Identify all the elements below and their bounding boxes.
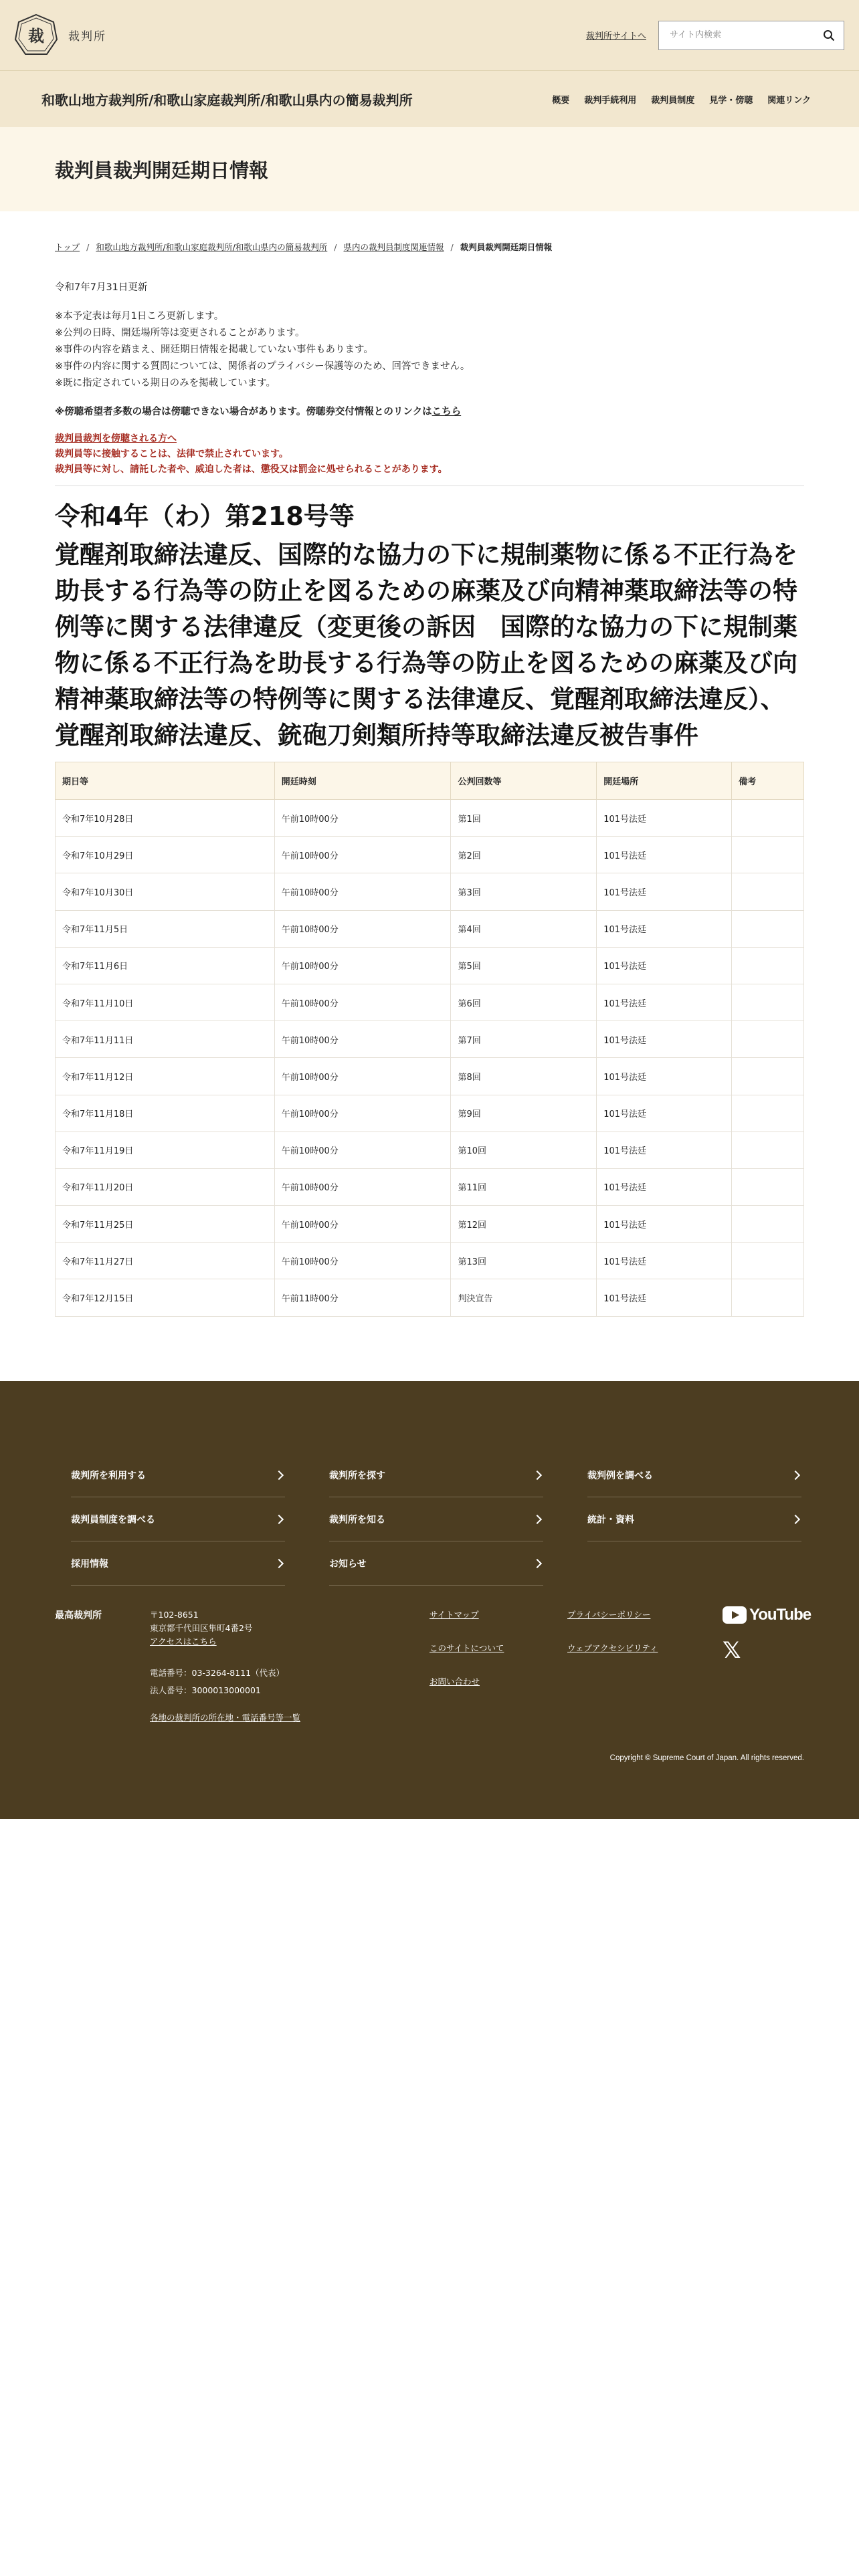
footer-address [150,1608,252,1648]
table-cell: 午前10時00分 [274,1132,451,1168]
note-line: ※公判の日時、開廷場所等は変更されることがあります。 [55,328,305,338]
table-cell: 第13回 [451,1243,597,1279]
table-row [56,1243,804,1279]
table-cell: 午前10時00分 [274,910,451,947]
table-cell: 101号法廷 [597,1243,732,1279]
warning-line: 裁判員等に対し、請託した者や、威迫した者は、懲役又は罰金に処せられることがあります。 [55,464,448,475]
table-cell: 令和7年11月27日 [56,1243,275,1279]
column-header: 開廷場所 [597,762,732,800]
court-name-link[interactable]: 和歌山地方裁判所/和歌山家庭裁判所/和歌山県内の簡易裁判所 [41,92,413,108]
table-cell: 午前10時00分 [274,873,451,910]
sitemap-link[interactable]: サイトマップ [430,1610,479,1620]
table-cell: 101号法廷 [597,837,732,873]
warning-link[interactable]: 裁判員裁判を傍聴される方へ [55,433,177,444]
table-row [56,873,804,910]
table-cell: 101号法廷 [597,1095,732,1132]
copyright: Copyright © Supreme Court of Japan. All rights reserved. [609,1754,804,1762]
breadcrumb-lay-judge[interactable]: 県内の裁判員制度関連情報 [343,242,444,252]
footer-nav-lay-judge[interactable] [71,1497,285,1541]
notes [55,308,804,392]
page-title: 裁判員裁判開廷期日情報 [55,158,269,182]
footer-nav-label: 裁判例を調べる [587,1470,653,1481]
table-cell: 令和7年11月18日 [56,1095,275,1132]
search-button[interactable] [814,21,844,49]
table-cell [732,1279,804,1316]
table-cell: 午前11時00分 [274,1279,451,1316]
court-bar [0,71,859,127]
search-box [658,21,844,50]
note-line: ※事件の内容に関する質問については、関係者のプライバシー保護等のため、回答できません。 [55,361,470,372]
table-row [56,1132,804,1168]
table-row [56,800,804,837]
footer-nav-label: 裁判所を利用する [71,1470,146,1481]
footer-nav-label: 採用情報 [71,1558,108,1570]
table-cell: 午前10時00分 [274,1021,451,1058]
nav-procedures[interactable]: 裁判手続利用 [584,95,637,106]
court-list-link[interactable]: 各地の裁判所の所在地・電話番号等一覧 [150,1713,301,1723]
table-cell: 第8回 [451,1058,597,1095]
breadcrumb [0,211,859,253]
table-cell: 令和7年11月12日 [56,1058,275,1095]
table-cell [732,910,804,947]
note-line: ※本予定表は毎月1日ころ更新します。 [55,311,224,322]
table-cell: 101号法廷 [597,1058,732,1095]
table-cell: 午前10時00分 [274,837,451,873]
table-row [56,947,804,984]
table-cell: 101号法廷 [597,947,732,984]
chevron-right-icon [791,1470,800,1479]
table-cell [732,947,804,984]
table-cell: 令和7年12月15日 [56,1279,275,1316]
breadcrumb-current: 裁判員裁判開廷期日情報 [460,242,553,252]
table-cell: 令和7年10月30日 [56,873,275,910]
table-cell: 令和7年11月19日 [56,1132,275,1168]
nav-links[interactable]: 関連リンク [767,95,811,106]
footer-nav-news[interactable] [329,1541,543,1586]
chevron-right-icon [533,1514,542,1523]
breadcrumb-separator: / [450,241,454,252]
table-row [56,910,804,947]
table-cell: 令和7年11月10日 [56,984,275,1021]
table-cell: 第1回 [451,800,597,837]
footer-nav-label: お知らせ [329,1558,367,1570]
logo-text: 裁判所 [68,30,106,43]
table-cell [732,1168,804,1205]
table-row [56,1095,804,1132]
accessibility-link[interactable]: ウェブアクセシビリティ [567,1643,658,1653]
footer-phone [150,1665,284,1699]
table-row [56,1279,804,1316]
youtube-icon [723,1606,747,1624]
breadcrumb-court[interactable]: 和歌山地方裁判所/和歌山家庭裁判所/和歌山県内の簡易裁判所 [96,242,328,252]
footer-nav-label: 裁判員制度を調べる [71,1514,155,1525]
table-cell [732,1132,804,1168]
footer-nav-recruit[interactable] [71,1541,285,1586]
postal-code: 〒102-8651 [150,1610,199,1620]
footer-nav-label: 裁判所を知る [329,1514,385,1525]
breadcrumb-separator: / [334,241,337,252]
table-cell: 令和7年11月25日 [56,1206,275,1243]
footer-social [723,1606,811,1662]
footer-nav-about[interactable] [329,1497,543,1541]
table-cell [732,1206,804,1243]
footer-nav-label: 裁判所を探す [329,1470,385,1481]
youtube-link[interactable] [723,1606,811,1624]
table-cell: 令和7年11月11日 [56,1021,275,1058]
breadcrumb-separator: / [86,241,90,252]
column-header: 期日等 [56,762,275,800]
case-number: 令和4年（わ）第218号等 [55,502,355,531]
nav-overview[interactable]: 概要 [552,95,570,106]
nav-tour[interactable]: 見学・傍聴 [709,95,753,106]
table-cell [732,873,804,910]
svg-text:裁: 裁 [28,25,44,45]
table-cell: 判決宣告 [451,1279,597,1316]
table-cell [732,984,804,1021]
footer-nav-statistics[interactable] [587,1497,801,1541]
ticket-notice [55,404,804,418]
address: 東京都千代田区隼町4番2号 [150,1623,253,1633]
case-title: 覚醒剤取締法違反、国際的な協力の下に規制薬物に係る不正行為を助長する行為等の防止を図るための麻薬及び向精神薬取締法等の特例等に関する法律違反（変更後の訴因 国際的な協力の下に規制薬物に係る不正行為を助長する行為等の防止を図るための麻薬及び向精神薬取締法等の特例等に関する法律違反、覚醒剤取締法違反）、覚醒剤取締法違反、銃砲刀剣類所持等取締法違反被告事件 [55,540,797,750]
note-line: ※事件の内容を踏まえ、開廷期日情報を掲載していない事件もあります。 [55,344,373,355]
chevron-right-icon [274,1470,284,1479]
updated-date: 令和7年7月31日更新 [55,282,148,293]
table-cell: 令和7年11月6日 [56,947,275,984]
table-cell: 第5回 [451,947,597,984]
table-cell: 101号法廷 [597,1279,732,1316]
table-cell: 101号法廷 [597,1021,732,1058]
main-content [0,280,859,1317]
contact-link[interactable]: お問い合わせ [430,1677,480,1687]
table-row [56,1021,804,1058]
table-row [56,984,804,1021]
table-cell: 午前10時00分 [274,800,451,837]
footer-links-col1 [430,1608,504,1709]
chevron-right-icon [533,1558,542,1568]
note-line: ※既に指定されている期日のみを掲載しています。 [55,378,276,389]
table-cell: 第12回 [451,1206,597,1243]
table-cell: 第3回 [451,873,597,910]
footer-links-col2 [567,1608,658,1675]
search-icon [823,29,835,41]
privacy-link[interactable]: プライバシーポリシー [567,1610,651,1620]
footer-nav [71,1453,801,1586]
table-cell [732,837,804,873]
table-cell: 午前10時00分 [274,1095,451,1132]
table-cell: 101号法廷 [597,873,732,910]
chevron-right-icon [791,1514,800,1523]
breadcrumb-top[interactable]: トップ [55,242,80,252]
table-cell: 午前10時00分 [274,984,451,1021]
table-cell: 午前10時00分 [274,1206,451,1243]
table-cell: 令和7年10月29日 [56,837,275,873]
table-cell: 午前10時00分 [274,947,451,984]
table-header-row [56,762,804,800]
table-row [56,1168,804,1205]
table-cell: 第11回 [451,1168,597,1205]
top-header [0,0,859,71]
table-cell: 第4回 [451,910,597,947]
table-cell: 第2回 [451,837,597,873]
table-cell: 101号法廷 [597,800,732,837]
main-nav [552,93,811,106]
search-input[interactable] [659,21,814,49]
ticket-notice-text: ※傍聴希望者多数の場合は傍聴できない場合があります。傍聴券交付情報とのリンクは [55,407,432,417]
footer-nav-use-court[interactable] [71,1453,285,1497]
table-cell [732,1243,804,1279]
youtube-label: YouTube [749,1606,812,1624]
column-header: 公判回数等 [451,762,597,800]
footer-nav-label: 統計・資料 [587,1514,634,1525]
footer-nav-find-court[interactable] [329,1453,543,1497]
column-header: 開廷時刻 [274,762,451,800]
warning-line: 裁判員等に接触することは、法律で禁止されています。 [55,449,288,459]
table-cell: 第6回 [451,984,597,1021]
footer [0,1381,859,1819]
warning-block [55,431,804,477]
table-cell: 午前10時00分 [274,1058,451,1095]
court-site-link[interactable]: 裁判所サイトへ [585,31,646,41]
table-cell: 午前10時00分 [274,1168,451,1205]
chevron-right-icon [274,1514,284,1523]
court-emblem-icon [13,13,59,58]
chevron-right-icon [274,1558,284,1568]
site-logo[interactable] [13,13,106,58]
table-cell [732,1021,804,1058]
table-cell: 午前10時00分 [274,1243,451,1279]
table-cell [732,1095,804,1132]
ticket-info-link[interactable]: こちら [432,407,462,417]
title-band [0,127,859,211]
table-cell: 101号法廷 [597,1168,732,1205]
table-cell [732,1058,804,1095]
about-site-link[interactable]: このサイトについて [430,1643,504,1653]
nav-lay-judge[interactable]: 裁判員制度 [651,95,695,106]
schedule-table [55,762,804,1317]
access-link[interactable]: アクセスはこちら [150,1636,217,1646]
table-cell: 101号法廷 [597,984,732,1021]
table-row [56,1206,804,1243]
footer-nav-case-law[interactable] [587,1453,801,1497]
table-cell: 101号法廷 [597,910,732,947]
table-row [56,837,804,873]
schedule-body [56,800,804,1317]
table-cell: 101号法廷 [597,1206,732,1243]
table-cell [732,800,804,837]
table-cell: 令和7年11月20日 [56,1168,275,1205]
table-row [56,1058,804,1095]
table-cell: 第7回 [451,1021,597,1058]
table-cell: 令和7年11月5日 [56,910,275,947]
x-icon[interactable]: 𝕏 [723,1637,741,1664]
footer-org-name: 最高裁判所 [55,1610,102,1621]
phone-number: 電話番号：03-3264-8111（代表） [150,1668,285,1678]
table-cell: 101号法廷 [597,1132,732,1168]
table-cell: 第10回 [451,1132,597,1168]
table-cell: 第9回 [451,1095,597,1132]
table-cell: 令和7年10月28日 [56,800,275,837]
chevron-right-icon [533,1470,542,1479]
column-header: 備考 [732,762,804,800]
corporate-number: 法人番号：3000013000001 [150,1685,261,1695]
